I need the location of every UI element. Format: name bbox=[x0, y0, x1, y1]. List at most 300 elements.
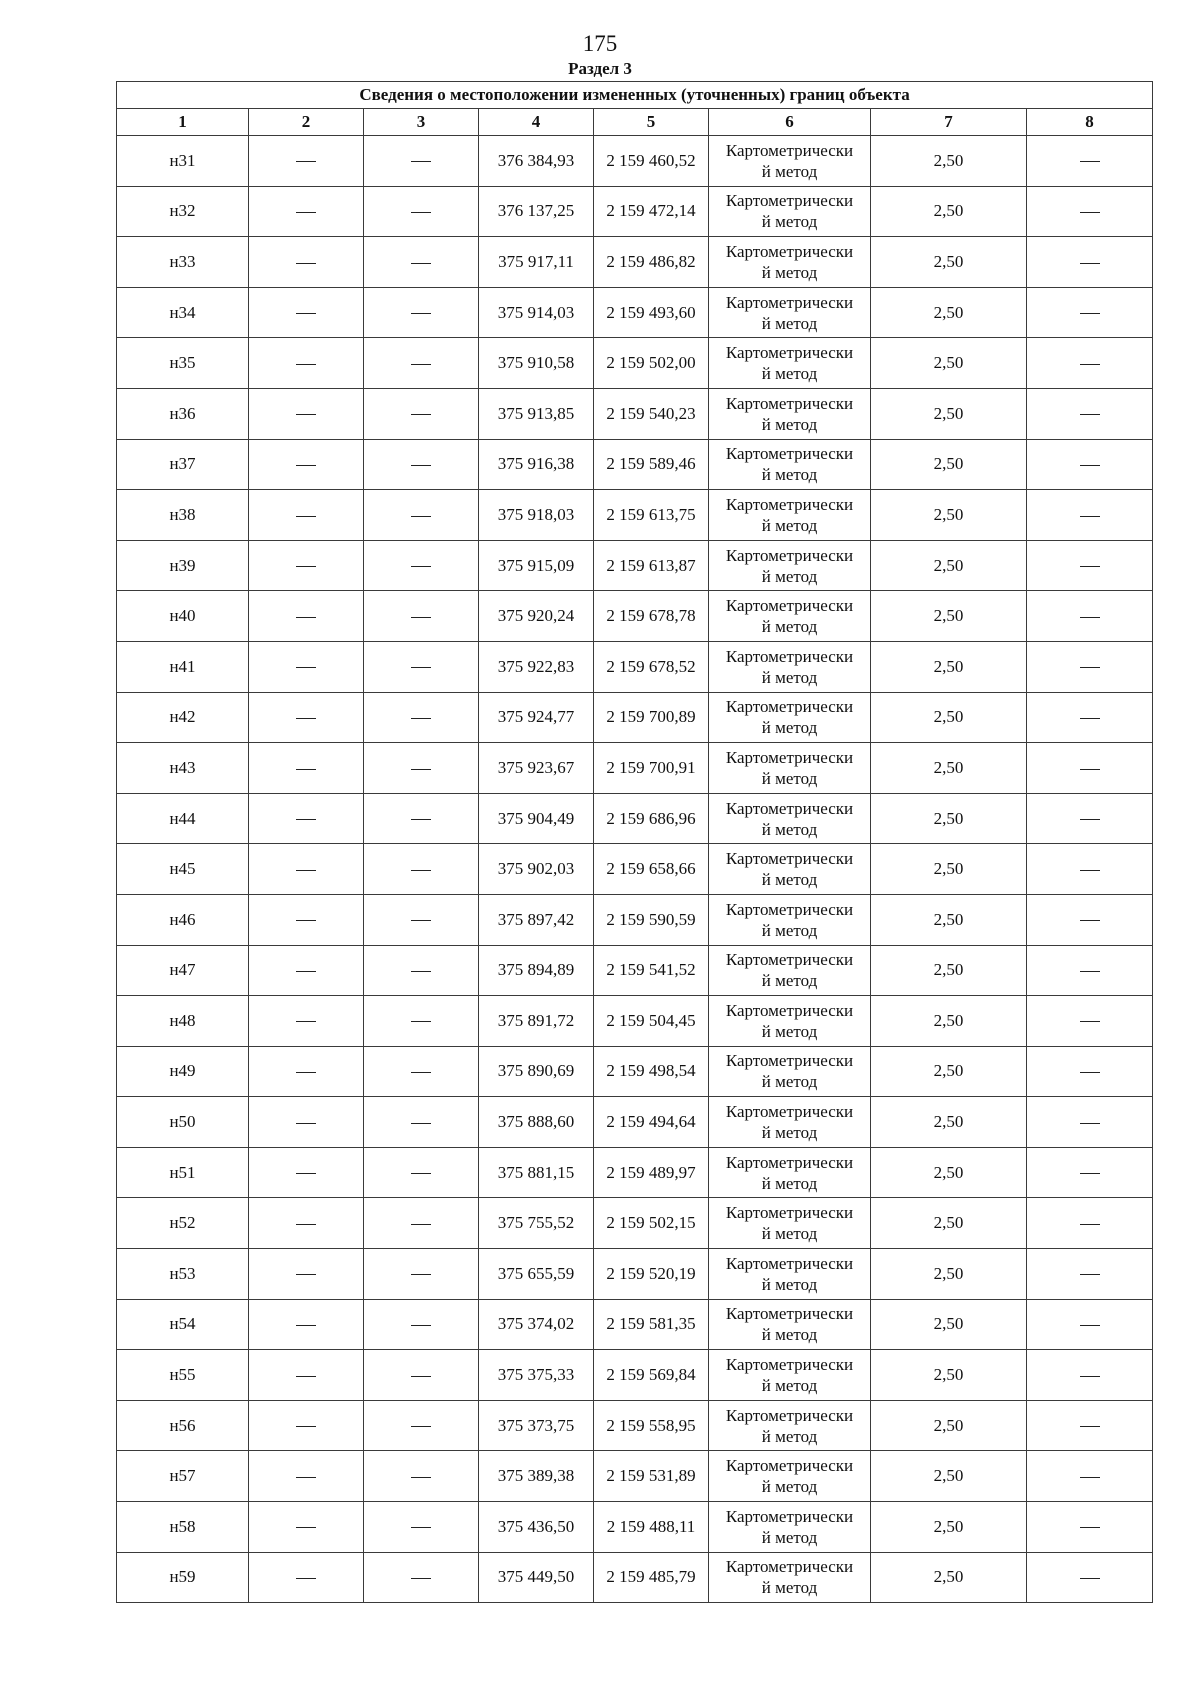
column-8-cell bbox=[1027, 591, 1153, 642]
method-line-2: й метод bbox=[761, 212, 818, 232]
dash-mark bbox=[411, 1578, 431, 1579]
x-coordinate-cell: 375 918,03 bbox=[479, 490, 594, 541]
column-3-cell bbox=[364, 692, 479, 743]
column-3-cell bbox=[364, 1198, 479, 1249]
method-line-2: й метод bbox=[761, 1376, 818, 1396]
y-coordinate-cell: 2 159 613,87 bbox=[594, 540, 709, 591]
y-coordinate-cell: 2 159 558,95 bbox=[594, 1400, 709, 1451]
method-cell bbox=[709, 1147, 871, 1198]
dash-mark bbox=[411, 516, 431, 517]
column-8-cell bbox=[1027, 692, 1153, 743]
y-coordinate-cell: 2 159 658,66 bbox=[594, 844, 709, 895]
y-coordinate-cell: 2 159 531,89 bbox=[594, 1451, 709, 1502]
dash-mark bbox=[411, 1123, 431, 1124]
x-coordinate-cell: 375 375,33 bbox=[479, 1350, 594, 1401]
method-line-2: й метод bbox=[761, 1578, 818, 1598]
table-row bbox=[117, 1350, 1153, 1401]
point-name-cell: н53 bbox=[117, 1249, 249, 1300]
method-cell bbox=[709, 743, 871, 794]
method-line-1: Картометрически bbox=[725, 849, 854, 869]
method-cell bbox=[709, 1046, 871, 1097]
point-name-cell: н34 bbox=[117, 287, 249, 338]
method-line-1: Картометрически bbox=[725, 292, 854, 312]
method-line-1: Картометрически bbox=[725, 1557, 854, 1577]
table-row bbox=[117, 490, 1153, 541]
y-coordinate-cell: 2 159 569,84 bbox=[594, 1350, 709, 1401]
y-coordinate-cell: 2 159 540,23 bbox=[594, 388, 709, 439]
dash-mark bbox=[1080, 769, 1100, 770]
table-row bbox=[117, 136, 1153, 187]
column-8-cell bbox=[1027, 237, 1153, 288]
point-name-cell: н40 bbox=[117, 591, 249, 642]
method-line-2: й метод bbox=[761, 768, 818, 788]
method-cell bbox=[709, 844, 871, 895]
method-cell bbox=[709, 1552, 871, 1603]
column-8-cell bbox=[1027, 439, 1153, 490]
method-cell bbox=[709, 490, 871, 541]
dash-mark bbox=[1080, 1224, 1100, 1225]
column-2-cell bbox=[249, 1350, 364, 1401]
accuracy-cell: 2,50 bbox=[871, 136, 1027, 187]
column-3-cell bbox=[364, 490, 479, 541]
table-row bbox=[117, 237, 1153, 288]
dash-mark bbox=[296, 769, 316, 770]
column-header-8: 8 bbox=[1027, 109, 1153, 136]
column-header-6: 6 bbox=[709, 109, 871, 136]
column-2-cell bbox=[249, 186, 364, 237]
column-8-cell bbox=[1027, 1299, 1153, 1350]
dash-mark bbox=[411, 1021, 431, 1022]
method-line-1: Картометрически bbox=[725, 191, 854, 211]
dash-mark bbox=[411, 667, 431, 668]
method-cell bbox=[709, 1400, 871, 1451]
y-coordinate-cell: 2 159 488,11 bbox=[594, 1502, 709, 1553]
column-2-cell bbox=[249, 793, 364, 844]
dash-mark bbox=[1080, 1325, 1100, 1326]
point-name-cell: н49 bbox=[117, 1046, 249, 1097]
method-cell bbox=[709, 1451, 871, 1502]
method-line-2: й метод bbox=[761, 262, 818, 282]
dash-mark bbox=[1080, 1173, 1100, 1174]
column-3-cell bbox=[364, 793, 479, 844]
table-row bbox=[117, 1299, 1153, 1350]
column-8-cell bbox=[1027, 996, 1153, 1047]
dash-mark bbox=[411, 465, 431, 466]
accuracy-cell: 2,50 bbox=[871, 388, 1027, 439]
point-name-cell: н44 bbox=[117, 793, 249, 844]
method-cell bbox=[709, 186, 871, 237]
method-cell bbox=[709, 692, 871, 743]
x-coordinate-cell: 375 888,60 bbox=[479, 1097, 594, 1148]
table-row bbox=[117, 641, 1153, 692]
method-line-2: й метод bbox=[761, 1527, 818, 1547]
dash-mark bbox=[296, 1578, 316, 1579]
method-line-1: Картометрически bbox=[725, 545, 854, 565]
method-line-2: й метод bbox=[761, 1224, 818, 1244]
table-caption: Сведения о местоположении измененных (уточненных) границ объекта bbox=[117, 82, 1153, 109]
point-name-cell: н58 bbox=[117, 1502, 249, 1553]
column-3-cell bbox=[364, 237, 479, 288]
method-line-2: й метод bbox=[761, 718, 818, 738]
column-2-cell bbox=[249, 490, 364, 541]
x-coordinate-cell: 375 891,72 bbox=[479, 996, 594, 1047]
dash-mark bbox=[411, 1527, 431, 1528]
point-name-cell: н47 bbox=[117, 945, 249, 996]
accuracy-cell: 2,50 bbox=[871, 1400, 1027, 1451]
column-2-cell bbox=[249, 945, 364, 996]
dash-mark bbox=[296, 819, 316, 820]
dash-mark bbox=[411, 566, 431, 567]
point-name-cell: н48 bbox=[117, 996, 249, 1047]
dash-mark bbox=[411, 971, 431, 972]
column-2-cell bbox=[249, 743, 364, 794]
method-line-2: й метод bbox=[761, 465, 818, 485]
table-row bbox=[117, 1198, 1153, 1249]
point-name-cell: н56 bbox=[117, 1400, 249, 1451]
column-2-cell bbox=[249, 237, 364, 288]
dash-mark bbox=[296, 414, 316, 415]
method-line-1: Картометрически bbox=[725, 1102, 854, 1122]
column-2-cell bbox=[249, 1451, 364, 1502]
column-8-cell bbox=[1027, 1147, 1153, 1198]
method-cell bbox=[709, 1249, 871, 1300]
x-coordinate-cell: 375 904,49 bbox=[479, 793, 594, 844]
column-3-cell bbox=[364, 1147, 479, 1198]
page-number: 175 bbox=[582, 31, 618, 56]
table-row bbox=[117, 1400, 1153, 1451]
column-3-cell bbox=[364, 743, 479, 794]
column-3-cell bbox=[364, 186, 479, 237]
table-row bbox=[117, 1502, 1153, 1553]
column-8-cell bbox=[1027, 1350, 1153, 1401]
column-3-cell bbox=[364, 338, 479, 389]
boundary-coordinates-table bbox=[116, 81, 1153, 1603]
y-coordinate-cell: 2 159 700,89 bbox=[594, 692, 709, 743]
accuracy-cell: 2,50 bbox=[871, 743, 1027, 794]
dash-mark bbox=[296, 465, 316, 466]
x-coordinate-cell: 375 897,42 bbox=[479, 894, 594, 945]
accuracy-cell: 2,50 bbox=[871, 186, 1027, 237]
dash-mark bbox=[411, 313, 431, 314]
method-line-2: й метод bbox=[761, 1123, 818, 1143]
table-row bbox=[117, 1046, 1153, 1097]
column-2-cell bbox=[249, 287, 364, 338]
method-line-2: й метод bbox=[761, 1325, 818, 1345]
column-3-cell bbox=[364, 996, 479, 1047]
column-2-cell bbox=[249, 591, 364, 642]
x-coordinate-cell: 375 373,75 bbox=[479, 1400, 594, 1451]
accuracy-cell: 2,50 bbox=[871, 591, 1027, 642]
x-coordinate-cell: 375 894,89 bbox=[479, 945, 594, 996]
column-3-cell bbox=[364, 1097, 479, 1148]
method-line-2: й метод bbox=[761, 870, 818, 890]
method-line-1: Картометрически bbox=[725, 393, 854, 413]
column-3-cell bbox=[364, 1451, 479, 1502]
column-3-cell bbox=[364, 591, 479, 642]
column-3-cell bbox=[364, 1299, 479, 1350]
column-2-cell bbox=[249, 844, 364, 895]
method-cell bbox=[709, 1502, 871, 1553]
y-coordinate-cell: 2 159 590,59 bbox=[594, 894, 709, 945]
point-name-cell: н43 bbox=[117, 743, 249, 794]
method-line-1: Картометрически bbox=[725, 1203, 854, 1223]
dash-mark bbox=[1080, 1021, 1100, 1022]
y-coordinate-cell: 2 159 502,15 bbox=[594, 1198, 709, 1249]
method-cell bbox=[709, 1097, 871, 1148]
dash-mark bbox=[1080, 1072, 1100, 1073]
method-cell bbox=[709, 894, 871, 945]
column-8-cell bbox=[1027, 743, 1153, 794]
y-coordinate-cell: 2 159 678,78 bbox=[594, 591, 709, 642]
accuracy-cell: 2,50 bbox=[871, 490, 1027, 541]
method-line-1: Картометрически bbox=[725, 1000, 854, 1020]
table-row bbox=[117, 591, 1153, 642]
column-2-cell bbox=[249, 1299, 364, 1350]
dash-mark bbox=[1080, 667, 1100, 668]
point-name-cell: н51 bbox=[117, 1147, 249, 1198]
point-name-cell: н36 bbox=[117, 388, 249, 439]
dash-mark bbox=[411, 1072, 431, 1073]
method-cell bbox=[709, 945, 871, 996]
column-2-cell bbox=[249, 996, 364, 1047]
column-2-cell bbox=[249, 338, 364, 389]
column-8-cell bbox=[1027, 1249, 1153, 1300]
method-line-1: Картометрически bbox=[725, 1253, 854, 1273]
dash-mark bbox=[1080, 617, 1100, 618]
column-2-cell bbox=[249, 692, 364, 743]
column-8-cell bbox=[1027, 388, 1153, 439]
dash-mark bbox=[1080, 1477, 1100, 1478]
column-3-cell bbox=[364, 136, 479, 187]
column-8-cell bbox=[1027, 1552, 1153, 1603]
method-line-2: й метод bbox=[761, 617, 818, 637]
y-coordinate-cell: 2 159 502,00 bbox=[594, 338, 709, 389]
dash-mark bbox=[1080, 1578, 1100, 1579]
y-coordinate-cell: 2 159 486,82 bbox=[594, 237, 709, 288]
method-line-1: Картометрически bbox=[725, 950, 854, 970]
method-line-2: й метод bbox=[761, 920, 818, 940]
column-8-cell bbox=[1027, 490, 1153, 541]
point-name-cell: н35 bbox=[117, 338, 249, 389]
accuracy-cell: 2,50 bbox=[871, 1451, 1027, 1502]
dash-mark bbox=[411, 1173, 431, 1174]
dash-mark bbox=[296, 617, 316, 618]
dash-mark bbox=[296, 1173, 316, 1174]
dash-mark bbox=[411, 1426, 431, 1427]
dash-mark bbox=[1080, 263, 1100, 264]
dash-mark bbox=[411, 364, 431, 365]
point-name-cell: н45 bbox=[117, 844, 249, 895]
column-2-cell bbox=[249, 894, 364, 945]
dash-mark bbox=[411, 1274, 431, 1275]
y-coordinate-cell: 2 159 485,79 bbox=[594, 1552, 709, 1603]
dash-mark bbox=[1080, 364, 1100, 365]
method-line-1: Картометрически bbox=[725, 343, 854, 363]
dash-mark bbox=[411, 161, 431, 162]
column-2-cell bbox=[249, 1097, 364, 1148]
column-3-cell bbox=[364, 894, 479, 945]
accuracy-cell: 2,50 bbox=[871, 1097, 1027, 1148]
column-8-cell bbox=[1027, 338, 1153, 389]
dash-mark bbox=[1080, 516, 1100, 517]
table-row bbox=[117, 338, 1153, 389]
x-coordinate-cell: 375 755,52 bbox=[479, 1198, 594, 1249]
x-coordinate-cell: 375 920,24 bbox=[479, 591, 594, 642]
dash-mark bbox=[411, 1224, 431, 1225]
method-cell bbox=[709, 439, 871, 490]
method-line-1: Картометрически bbox=[725, 241, 854, 261]
method-line-2: й метод bbox=[761, 1173, 818, 1193]
method-line-2: й метод bbox=[761, 667, 818, 687]
method-cell bbox=[709, 237, 871, 288]
column-3-cell bbox=[364, 945, 479, 996]
method-line-2: й метод bbox=[761, 1426, 818, 1446]
method-line-1: Картометрически bbox=[725, 1405, 854, 1425]
accuracy-cell: 2,50 bbox=[871, 237, 1027, 288]
method-line-1: Картометрически bbox=[725, 596, 854, 616]
point-name-cell: н50 bbox=[117, 1097, 249, 1148]
x-coordinate-cell: 375 913,85 bbox=[479, 388, 594, 439]
table-row bbox=[117, 793, 1153, 844]
column-8-cell bbox=[1027, 1502, 1153, 1553]
method-line-1: Картометрически bbox=[725, 444, 854, 464]
accuracy-cell: 2,50 bbox=[871, 1046, 1027, 1097]
method-line-2: й метод bbox=[761, 1072, 818, 1092]
y-coordinate-cell: 2 159 581,35 bbox=[594, 1299, 709, 1350]
dash-mark bbox=[296, 1021, 316, 1022]
accuracy-cell: 2,50 bbox=[871, 1249, 1027, 1300]
dash-mark bbox=[296, 313, 316, 314]
dash-mark bbox=[1080, 1274, 1100, 1275]
table-row bbox=[117, 540, 1153, 591]
table-row bbox=[117, 996, 1153, 1047]
method-line-1: Картометрически bbox=[725, 1152, 854, 1172]
column-8-cell bbox=[1027, 1198, 1153, 1249]
column-8-cell bbox=[1027, 844, 1153, 895]
column-header-3: 3 bbox=[364, 109, 479, 136]
dash-mark bbox=[1080, 1527, 1100, 1528]
dash-mark bbox=[296, 566, 316, 567]
method-line-1: Картометрически bbox=[725, 494, 854, 514]
method-line-1: Картометрически bbox=[725, 1304, 854, 1324]
column-2-cell bbox=[249, 1249, 364, 1300]
accuracy-cell: 2,50 bbox=[871, 1198, 1027, 1249]
point-name-cell: н54 bbox=[117, 1299, 249, 1350]
method-line-2: й метод bbox=[761, 364, 818, 384]
dash-mark bbox=[296, 667, 316, 668]
dash-mark bbox=[411, 870, 431, 871]
column-3-cell bbox=[364, 1046, 479, 1097]
column-header-row bbox=[117, 109, 1153, 136]
method-cell bbox=[709, 793, 871, 844]
accuracy-cell: 2,50 bbox=[871, 692, 1027, 743]
method-cell bbox=[709, 1198, 871, 1249]
y-coordinate-cell: 2 159 493,60 bbox=[594, 287, 709, 338]
x-coordinate-cell: 375 890,69 bbox=[479, 1046, 594, 1097]
y-coordinate-cell: 2 159 489,97 bbox=[594, 1147, 709, 1198]
column-3-cell bbox=[364, 1249, 479, 1300]
column-2-cell bbox=[249, 388, 364, 439]
column-3-cell bbox=[364, 287, 479, 338]
dash-mark bbox=[296, 1224, 316, 1225]
column-8-cell bbox=[1027, 945, 1153, 996]
dash-mark bbox=[411, 212, 431, 213]
dash-mark bbox=[411, 819, 431, 820]
dash-mark bbox=[296, 1477, 316, 1478]
column-2-cell bbox=[249, 1552, 364, 1603]
method-line-1: Картометрически bbox=[725, 899, 854, 919]
table-row bbox=[117, 844, 1153, 895]
y-coordinate-cell: 2 159 589,46 bbox=[594, 439, 709, 490]
y-coordinate-cell: 2 159 613,75 bbox=[594, 490, 709, 541]
dash-mark bbox=[1080, 414, 1100, 415]
y-coordinate-cell: 2 159 520,19 bbox=[594, 1249, 709, 1300]
column-8-cell bbox=[1027, 641, 1153, 692]
dash-mark bbox=[296, 1527, 316, 1528]
x-coordinate-cell: 375 655,59 bbox=[479, 1249, 594, 1300]
table-body bbox=[117, 136, 1153, 1603]
x-coordinate-cell: 375 910,58 bbox=[479, 338, 594, 389]
accuracy-cell: 2,50 bbox=[871, 1502, 1027, 1553]
dash-mark bbox=[411, 1376, 431, 1377]
dash-mark bbox=[1080, 819, 1100, 820]
column-3-cell bbox=[364, 641, 479, 692]
column-2-cell bbox=[249, 1198, 364, 1249]
table-row bbox=[117, 743, 1153, 794]
column-8-cell bbox=[1027, 1451, 1153, 1502]
dash-mark bbox=[411, 769, 431, 770]
column-8-cell bbox=[1027, 793, 1153, 844]
x-coordinate-cell: 375 902,03 bbox=[479, 844, 594, 895]
column-header-1: 1 bbox=[117, 109, 249, 136]
column-3-cell bbox=[364, 1350, 479, 1401]
point-name-cell: н59 bbox=[117, 1552, 249, 1603]
table-row bbox=[117, 1552, 1153, 1603]
column-3-cell bbox=[364, 1400, 479, 1451]
dash-mark bbox=[1080, 718, 1100, 719]
column-8-cell bbox=[1027, 287, 1153, 338]
dash-mark bbox=[296, 1325, 316, 1326]
accuracy-cell: 2,50 bbox=[871, 439, 1027, 490]
table-row bbox=[117, 894, 1153, 945]
x-coordinate-cell: 375 917,11 bbox=[479, 237, 594, 288]
dash-mark bbox=[296, 920, 316, 921]
dash-mark bbox=[1080, 465, 1100, 466]
method-cell bbox=[709, 136, 871, 187]
point-name-cell: н32 bbox=[117, 186, 249, 237]
accuracy-cell: 2,50 bbox=[871, 338, 1027, 389]
x-coordinate-cell: 375 924,77 bbox=[479, 692, 594, 743]
table-row bbox=[117, 388, 1153, 439]
method-line-2: й метод bbox=[761, 161, 818, 181]
y-coordinate-cell: 2 159 686,96 bbox=[594, 793, 709, 844]
column-8-cell bbox=[1027, 540, 1153, 591]
column-8-cell bbox=[1027, 1046, 1153, 1097]
accuracy-cell: 2,50 bbox=[871, 844, 1027, 895]
dash-mark bbox=[411, 718, 431, 719]
column-3-cell bbox=[364, 1502, 479, 1553]
dash-mark bbox=[296, 870, 316, 871]
dash-mark bbox=[1080, 212, 1100, 213]
column-2-cell bbox=[249, 1147, 364, 1198]
dash-mark bbox=[1080, 1426, 1100, 1427]
point-name-cell: н55 bbox=[117, 1350, 249, 1401]
dash-mark bbox=[411, 263, 431, 264]
dash-mark bbox=[296, 364, 316, 365]
column-2-cell bbox=[249, 540, 364, 591]
x-coordinate-cell: 375 449,50 bbox=[479, 1552, 594, 1603]
point-name-cell: н38 bbox=[117, 490, 249, 541]
